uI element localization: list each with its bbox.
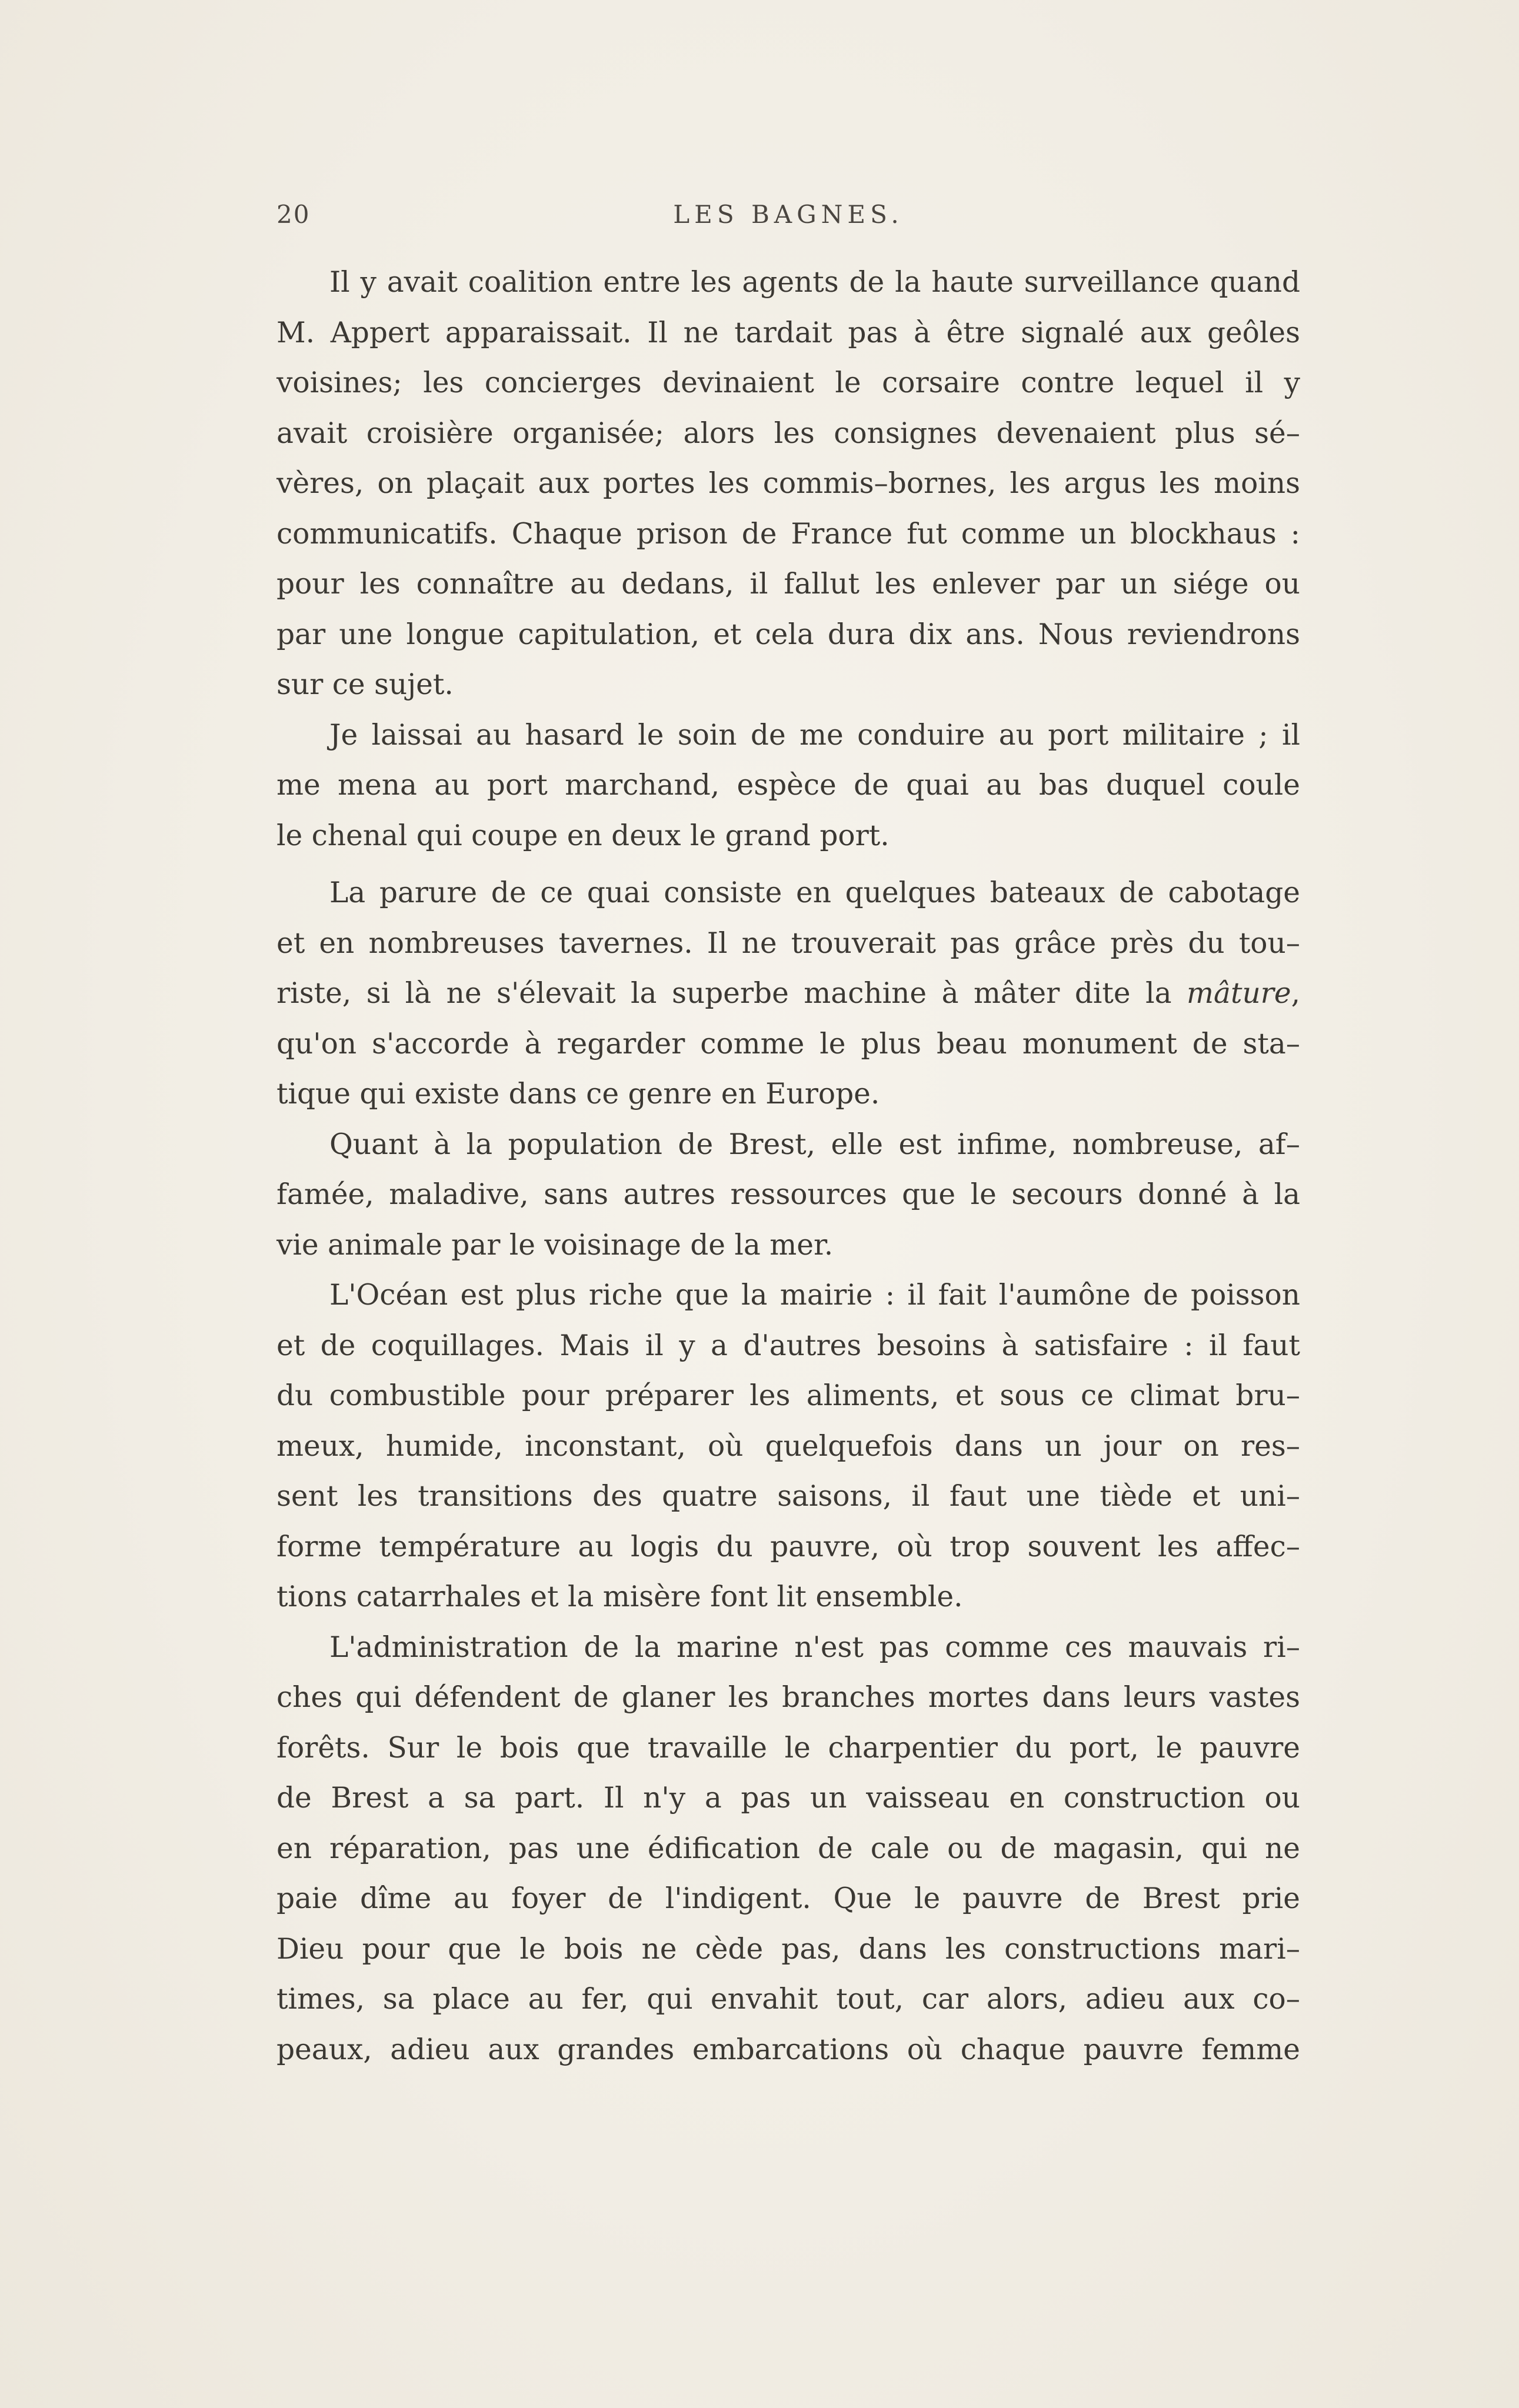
text-line: me mena au port marchand, espèce de quai au bas duquel coule (277, 769, 1300, 802)
text-line: voisines; les concierges devinaient le corsaire contre lequel il y (277, 366, 1300, 399)
text-line: La parure de ce quai consiste en quelques bateaux de cabotage (329, 876, 1300, 909)
text-line: de Brest a sa part. Il n'y a pas un vaisseau en construction ou (277, 1782, 1300, 1815)
text-line: Dieu pour que le bois ne cède pas, dans les constructions mari– (277, 1932, 1300, 1966)
text-line: famée, maladive, sans autres ressources que le secours donné à la (277, 1178, 1300, 1211)
text-line: et en nombreuses tavernes. Il ne trouverait pas grâce près du tou– (277, 926, 1300, 960)
text-line: tique qui existe dans ce genre en Europe. (277, 1078, 880, 1110)
page-header (277, 200, 1300, 247)
text-line: L'administration de la marine n'est pas comme ces mauvais ri– (329, 1630, 1300, 1664)
text-line: Je laissai au hasard le soin de me conduire au port militaire ; il (329, 718, 1300, 752)
text-line (277, 969, 1300, 1019)
text-line: sur ce sujet. (277, 668, 454, 701)
text-fragment: , (1291, 977, 1300, 1010)
text-line: pour les connaître au dedans, il fallut les enlever par un siége ou (277, 568, 1300, 601)
text-line: sent les transitions des quatre saisons, il faut une tiède et uni– (277, 1480, 1300, 1513)
text-line: peaux, adieu aux grandes embarcations où chaque pauvre femme (277, 2033, 1300, 2066)
text-line: le chenal qui coupe en deux le grand port. (277, 819, 890, 852)
text-line: vie animale par le voisinage de la mer. (277, 1228, 834, 1262)
text-line: forme température au logis du pauvre, où trop souvent les affec– (277, 1530, 1300, 1563)
text-line: meux, humide, inconstant, où quelquefois dans un jour on res– (277, 1429, 1300, 1463)
text-line: ches qui défendent de glaner les branches mortes dans leurs vastes (277, 1681, 1300, 1714)
body-text (277, 258, 1300, 2075)
text-line: Il y avait coalition entre les agents de la haute surveillance quand (329, 266, 1300, 299)
text-line: paie dîme au foyer de l'indigent. Que le pauvre de Brest prie (277, 1882, 1300, 1915)
text-line: times, sa place au fer, qui envahit tout, car alors, adieu aux co– (277, 1983, 1300, 2016)
text-line: et de coquillages. Mais il y a d'autres besoins à satisfaire : il faut (277, 1329, 1300, 1362)
text-line: communicatifs. Chaque prison de France fut comme un blockhaus : (277, 517, 1300, 551)
text-line: avait croisière organisée; alors les consignes devenaient plus sé– (277, 416, 1300, 450)
text-line: L'Océan est plus riche que la mairie : il fait l'aumône de poisson (329, 1279, 1300, 1312)
text-line: du combustible pour préparer les aliments, et sous ce climat bru– (277, 1379, 1300, 1412)
text-line: tions catarrhales et la misère font lit ensemble. (277, 1580, 963, 1613)
text-line: Quant à la population de Brest, elle est infime, nombreuse, af– (329, 1128, 1300, 1161)
text-line: forêts. Sur le bois que travaille le charpentier du port, le pauvre (277, 1731, 1300, 1765)
text-line: en réparation, pas une édification de cale ou de magasin, qui ne (277, 1832, 1300, 1865)
text-line: vères, on plaçait aux portes les commis–bornes, les argus les moins (277, 467, 1300, 500)
emphasized-word: mâture (1187, 977, 1291, 1010)
text-line: qu'on s'accorde à regarder comme le plus beau monument de sta– (277, 1027, 1300, 1060)
running-title: LES BAGNES. (673, 200, 904, 229)
page-number: 20 (277, 200, 311, 229)
text-fragment: riste, si là ne s'élevait la superbe machine à mâter dite la (277, 977, 1187, 1010)
text-line: M. Appert apparaissait. Il ne tardait pas à être signalé aux geôles (277, 316, 1300, 349)
text-line: par une longue capitulation, et cela dura dix ans. Nous reviendrons (277, 618, 1300, 651)
